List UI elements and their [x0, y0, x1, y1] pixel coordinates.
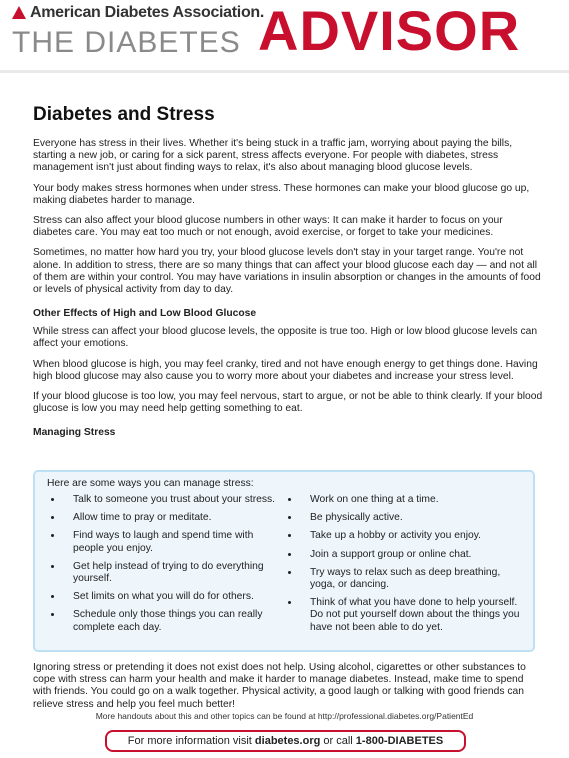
phone-number[interactable]: 1-800-DIABETES: [355, 735, 444, 747]
list-item: • Get help instead of trying to do everything yourself.: [63, 561, 284, 585]
list-item: • Try ways to relax such as deep breathing, yoga, or dancing.: [300, 567, 521, 591]
stress-tips-box: [33, 470, 535, 652]
page-title: Diabetes and Stress: [33, 104, 215, 125]
box-intro: Here are some ways you can manage stress:: [47, 478, 254, 489]
list-item: • Allow time to pray or meditate.: [63, 512, 284, 524]
paragraph: Sometimes, no matter how hard you try, your blood glucose levels don't stay in your target range. You're not alone. In addition to stress, there are so many things that can affect your blood glucose each day — and not all of them are within your control. You may have variations in insulin absorption or changes in the amounts of food or levels of physical activity from day to day.: [33, 247, 541, 296]
website-link[interactable]: diabetes.org: [254, 735, 321, 747]
paragraph: When blood glucose is high, you may feel cranky, tired and not have enough energy to get things done. Having high blood glucose may also cause you to worry more about your diabetes and increase your stress level.: [33, 358, 538, 382]
list-item: • Think of what you have done to help yourself. Do not put yourself down about the things you have not been able to do yet.: [300, 597, 521, 634]
list-item: • Take up a hobby or activity you enjoy.: [300, 530, 521, 542]
tips-list-left: [47, 494, 284, 634]
list-item: • Join a support group or online chat.: [300, 549, 521, 561]
paragraph: Stress can also affect your blood glucose numbers in other ways: It can make it harder to focus on your diabetes care. You may eat too much or not enough, avoid exercise, or forget to take your medicines.: [33, 215, 503, 239]
paragraph: Your body makes stress hormones when under stress. These hormones can make your blood glucose go up, making diabetes harder to manage.: [33, 182, 530, 206]
tips-list-right: [284, 494, 521, 634]
list-item: • Talk to someone you trust about your stress.: [63, 494, 284, 506]
header: [0, 0, 569, 75]
cta-prefix: For more information visit: [127, 735, 255, 747]
section-heading: Other Effects of High and Low Blood Glucose: [33, 308, 257, 320]
handouts-note: More handouts about this and other topics can be found at http://professional.diabetes.org/PatientEd: [95, 711, 474, 721]
list-item: • Schedule only those things you can really complete each day.: [63, 609, 284, 633]
list-item: • Be physically active.: [300, 512, 521, 524]
article: [33, 104, 543, 445]
paragraph: If your blood glucose is too low, you may feel nervous, start to argue, or not be able to think clearly. If your blood glucose is low you may need help getting something to eat.: [33, 391, 543, 415]
list-item: • Work on one thing at a time.: [300, 494, 521, 506]
series-title: THE DIABETES: [12, 26, 241, 59]
org-name: American Diabetes Association.: [30, 4, 265, 21]
paragraph: Everyone has stress in their lives. Whether it's being stuck in a traffic jam, worrying about paying the bills, starting a new job, or caring for a sick parent, stress affects everyone. For people with diabetes, stress management isn't just about finding ways to relax, it's also about managing blood glucose levels.: [33, 138, 513, 174]
brand-title: ADVISOR: [258, 0, 521, 62]
list-item: • Set limits on what you will do for others.: [63, 591, 284, 603]
paragraph: While stress can affect your blood glucose levels, the opposite is true too. High or low blood glucose levels can affect your emotions.: [33, 326, 538, 350]
contact-banner: [105, 730, 466, 752]
header-divider: [0, 70, 569, 73]
cta-middle: or call: [320, 735, 356, 747]
ada-logo-icon: [12, 6, 26, 19]
paragraph: Ignoring stress or pretending it does not exist does not help. Using alcohol, cigarettes or other substances to cope with stress can harm your health and make it harder to manage diabetes. Instead, make time to spend with friends. You could go on a walk together. Physical activity, a good laugh or talking with good friends can relieve stress and help you feel much better!: [33, 662, 526, 710]
section-heading: Managing Stress: [33, 427, 116, 439]
list-item: • Find ways to laugh and spend time with people you enjoy.: [63, 530, 284, 554]
